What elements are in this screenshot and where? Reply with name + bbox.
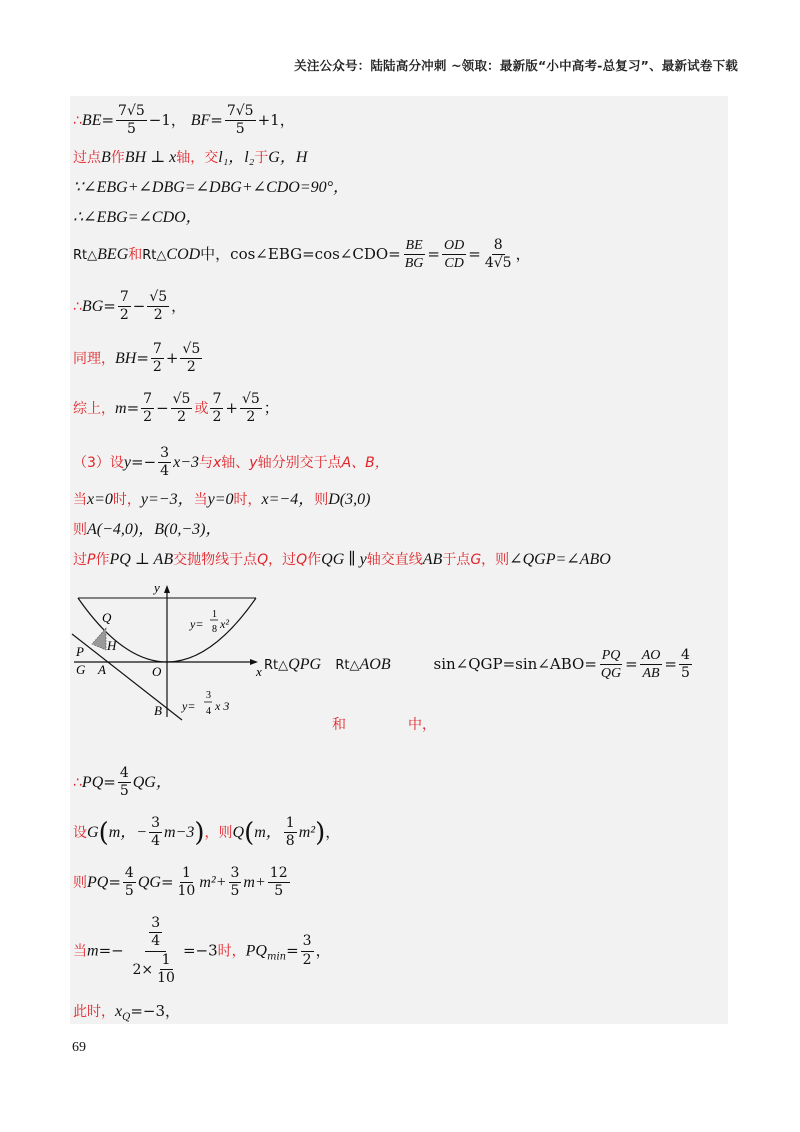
x-axis-label: x [256, 664, 262, 679]
point-g-label: G [76, 662, 86, 677]
line-ab [72, 634, 182, 720]
line-draw-bh: 过点B作BH ⊥ x轴，交l₁，l₂于G，H [73, 149, 308, 166]
word-zhong: 中， [408, 717, 436, 733]
fraction: $\frac{OD}{CD}$ [444, 238, 465, 272]
parabola-equation-lhs: y= [190, 617, 204, 631]
word-he: 和 [332, 717, 346, 733]
parabola-coef-num: 1 [212, 609, 217, 620]
line-equation-rhs: x 3 [215, 699, 230, 713]
line-minimum: 当m=− $\frac{3}{4}$ 2× $\frac{1}{10}$ =−3时，$PQ_{min}=$ $\frac{3}{2}$ ， [73, 915, 331, 987]
line-bg: ∴BG= $\frac{7}{2}$ − $\frac{√5}{2}$ ， [73, 289, 187, 324]
fraction: $\frac{7}{2}$ [212, 391, 222, 426]
fraction: $\frac{1}{10}$ [177, 865, 196, 900]
line-xq: 此时，$x_Q=-3$， [73, 1002, 180, 1023]
fraction: $\frac{1}{10}$ [157, 951, 175, 987]
fraction: $\frac{12}{5}$ [269, 865, 288, 900]
line-intercepts: 当x=0时，y=−3，当y=0时，x=−4，则D(3,0) [73, 491, 371, 508]
line-coef-num: 3 [206, 690, 211, 701]
y-axis-label: y [154, 582, 160, 595]
line-pq-qg: ∴PQ= $\frac{4}{5}$ QG， [73, 765, 172, 800]
shaded-triangle [92, 628, 106, 650]
line-pq-expression: 则PQ= $\frac{4}{5}$ QG= $\frac{1}{10}$ m²+ $\frac{3}{5}$ m+ $\frac{12}{5}$ [73, 865, 288, 900]
parabola-line-graph [70, 582, 270, 722]
line-points-ab: 则A(−4,0)，B(0,−3)， [73, 521, 222, 538]
fraction: $\frac{3}{4}$ [160, 445, 170, 480]
fraction: $\frac{7√5}{5}$ [118, 103, 145, 138]
line-sin-relation: Rt△QPG Rt△AOB sin∠QGP=sin∠ABO= $\frac{PQ}{QG}$ = $\frac{AO}{AB}$ = $\frac{4}{5}$ [264, 647, 690, 682]
fraction: $\frac{4}{5}$ [124, 865, 134, 900]
point-b-label: B [154, 703, 162, 718]
line-set-g-q: 设G(m，− $\frac{3}{4}$ m−3)，则Q(m， $\frac{1}{8}$ m²)， [73, 815, 341, 850]
line-construction: 过P作PQ ⊥ AB交抛物线于点Q，过Q作QG ∥ y轴交直线AB于点G，则∠QGP=∠ABO [73, 551, 611, 568]
fraction: $\frac{4}{5}$ [119, 765, 129, 800]
line-bh: 同理，BH= $\frac{7}{2}$ + $\frac{√5}{2}$ [73, 341, 201, 376]
fraction: $\frac{PQ}{QG}$ [600, 648, 622, 682]
page-header: 关注公众号：陆陆高分冲刺 ~领取：最新版“小中高考-总复习”、最新试卷下载 [294, 58, 738, 73]
point-p-label: P [76, 644, 84, 659]
parabola-coef-den: 8 [212, 624, 217, 635]
origin-label: O [152, 664, 162, 679]
line-coef-den: 4 [206, 706, 211, 717]
line-be-bf: ∴BE= $\frac{7√5}{5}$ −1， BF= $\frac{7√5}{5}$ +1， [73, 103, 295, 138]
point-h-label: H [107, 638, 117, 653]
fraction: $\frac{√5}{2}$ [182, 341, 201, 376]
fraction: $\frac{7}{2}$ [119, 289, 129, 324]
fraction: $\frac{7√5}{5}$ [226, 103, 254, 138]
page-number: 69 [72, 1040, 86, 1055]
parabola-equation-rhs: x² [220, 617, 229, 631]
fraction: $\frac{8}{4√5}$ [484, 237, 512, 272]
fraction: $\frac{√5}{2}$ [241, 391, 260, 426]
fraction: $\frac{AO}{AB}$ [641, 648, 661, 682]
point-q-label: Q [102, 610, 112, 625]
line-part3-setup: （3）设y=− $\frac{3}{4}$ x−3与x轴、y轴分别交于点A、B， [73, 445, 389, 480]
fraction: $\frac{7}{2}$ [143, 391, 153, 426]
fraction: $\frac{3}{5}$ [230, 865, 240, 900]
line-summary-m: 综上，m= $\frac{7}{2}$ − $\frac{√5}{2}$ 或 $\frac{7}{2}$ + $\frac{√5}{2}$ ； [73, 391, 279, 426]
fraction: $\frac{1}{8}$ [285, 815, 295, 850]
compound-fraction: $\frac{3}{4}$ 2× $\frac{1}{10}$ [132, 915, 175, 987]
point-a-label: A [98, 662, 106, 677]
fraction: $\frac{3}{2}$ [302, 933, 312, 968]
fraction: $\frac{3}{4}$ [151, 815, 160, 850]
line-angle-equal: ∴∠EBG=∠CDO， [73, 209, 202, 226]
line-angle-sum: ∵∠EBG+∠DBG=∠DBG+∠CDO=90°， [73, 179, 350, 196]
line-cos: Rt△BEG和Rt△COD中，cos∠EBG=cos∠CDO= $\frac{BE}{BG}$ = $\frac{OD}{CD}$ = $\frac{8}{4√5}$ ， [73, 237, 531, 272]
fraction: $\frac{7}{2}$ [152, 341, 162, 376]
fraction: $\frac{√5}{2}$ [172, 391, 191, 426]
line-equation-lhs: y= [182, 699, 196, 713]
fraction: $\frac{4}{5}$ [680, 647, 690, 682]
fraction: $\frac{3}{4}$ [151, 915, 161, 950]
fraction: $\frac{BE}{BG}$ [404, 238, 424, 272]
fraction: $\frac{√5}{2}$ [149, 289, 168, 324]
solution-content [70, 96, 728, 1024]
y-axis-arrow [164, 585, 170, 593]
